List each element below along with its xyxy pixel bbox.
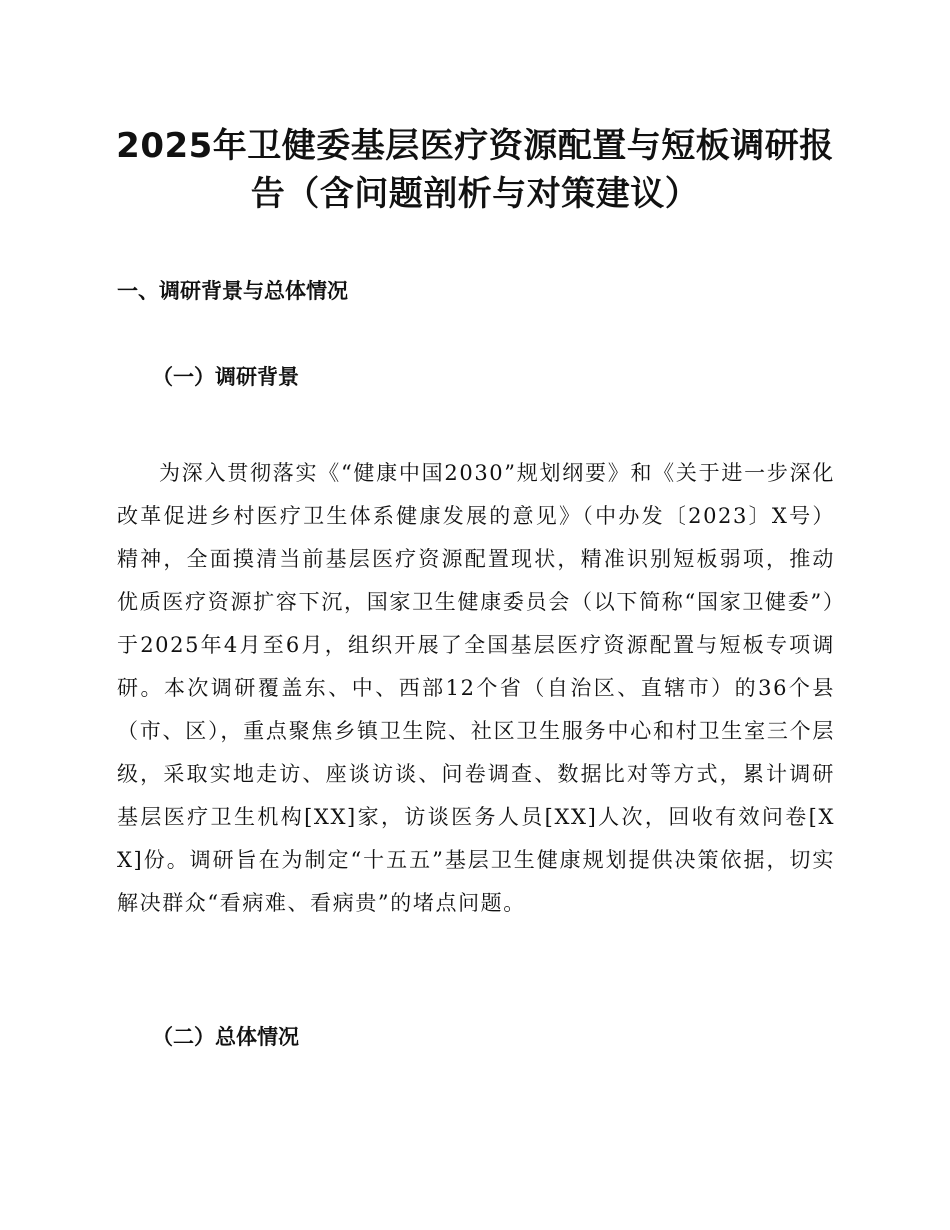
- section-heading-research-background-overview: 一、调研背景与总体情况: [117, 279, 348, 303]
- document-title: 2025年卫健委基层医疗资源配置与短板调研报告（含问题剖析与对策建议）: [116, 126, 834, 214]
- subsection-heading-overall-situation: （二）总体情况: [152, 1025, 299, 1049]
- paragraph-research-background: 为深入贯彻落实《“健康中国2030”规划纲要》和《关于进一步深化改革促进乡村医疗卫生体系健康发展的意见》（中办发〔2023〕X号）精神，全面摸清当前基层医疗资源配置现状，精准识别短板弱项，推动优质医疗资源扩容下沉，国家卫生健康委员会（以下简称“国家卫健委”）于2025年4月至6月，组织开展了全国基层医疗资源配置与短板专项调研。本次调研覆盖东、中、西部12个省（自治区、直辖市）的36个县（市、区），重点聚焦乡镇卫生院、社区卫生服务中心和村卫生室三个层级，采取实地走访、座谈访谈、问卷调查、数据比对等方式，累计调研基层医疗卫生机构[XX]家，访谈医务人员[XX]人次，回收有效问卷[XX]份。调研旨在为制定“十五五”基层卫生健康规划提供决策依据，切实解决群众“看病难、看病贵”的堵点问题。: [117, 461, 835, 915]
- subsection-heading-research-background: （一）调研背景: [152, 365, 299, 389]
